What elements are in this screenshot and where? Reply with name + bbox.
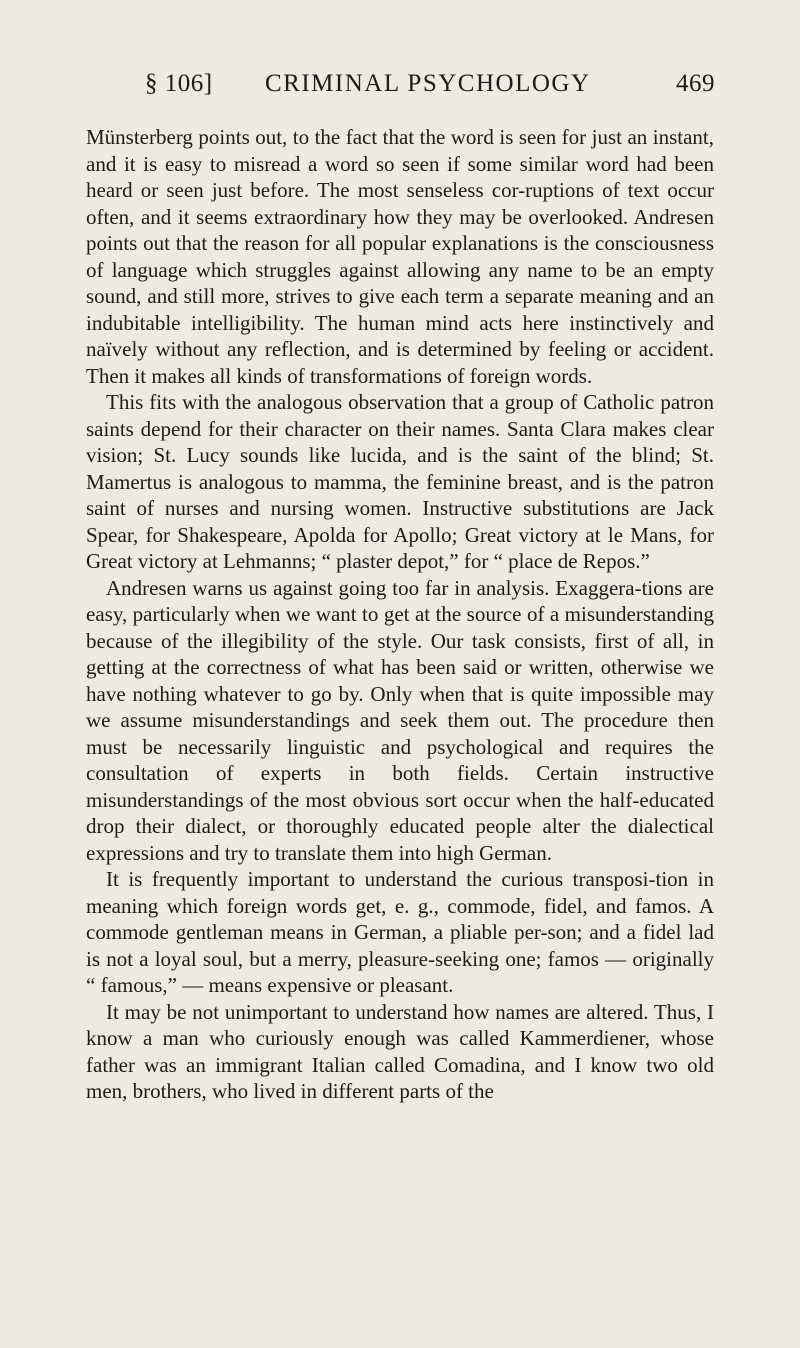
paragraph: This fits with the analogous observation that a group of Catholic patron saints depend for their character on their names. Santa Clara makes clear vision; St. Lucy sounds like lucida, and is the saint of the blind; St. Mamertus is analogous to mamma, the feminine breast, and is the patron saint of nurses and nursing women. Instructive substitutions are Jack Spear, for Shakespeare, Apolda for Apollo; Great victory at le Mans, for Great victory at Lehmanns; “ plaster depot,” for “ place de Repos.” [86,390,714,573]
page-number: 469 [676,70,715,97]
running-header [145,70,715,110]
paragraph: It is frequently important to understand the curious transposi-tion in meaning which foreign words get, e. g., commode, fidel, and famos. A commode gentleman means in German, a pliable per-son; and a fidel lad is not a loyal soul, but a merry, pleasure-seeking one; famos — originally “ famous,” — means expensive or pleasant. [86,867,714,997]
section-number: § 106] [145,70,213,97]
paragraph: It may be not unimportant to understand how names are altered. Thus, I know a man who curiously enough was called Kammerdiener, whose father was an immigrant Italian called Comadina, and I know two old men, brothers, who lived in different parts of the [86,999,714,1103]
paragraph: Münsterberg points out, to the fact that the word is seen for just an instant, and it is easy to misread a word so seen if some similar word had been heard or seen just before. The most senseless cor-ruptions of text occur often, and it seems extraordinary how they may be overlooked. Andresen points out that the reason for all popular explanations is the consciousness of language which struggles against allowing any name to be an empty sound, and still more, strives to give each term a separate meaning and an indubitable intelligibility. The human mind acts here instinctively and naïvely without any reflection, and is determined by feeling or accident. Then it makes all kinds of transformations of foreign words. [86,125,714,388]
paragraph: Andresen warns us against going too far in analysis. Exaggera-tions are easy, particularly when we want to get at the source of a misunderstanding because of the illegibility of the style. Our task consists, first of all, in getting at the correctness of what has been said or written, otherwise we have nothing whatever to go by. Only when that is quite impossible may we assume misunderstandings and seek them out. The procedure then must be necessarily linguistic and psychological and requires the consultation of experts in both fields. Certain instructive misunderstandings of the most obvious sort occur when the half-educated drop their dialect, or thoroughly educated people alter the dialectical expressions and try to translate them into high German. [86,575,714,865]
running-title: CRIMINAL PSYCHOLOGY [265,70,591,97]
body-text [86,124,714,1105]
